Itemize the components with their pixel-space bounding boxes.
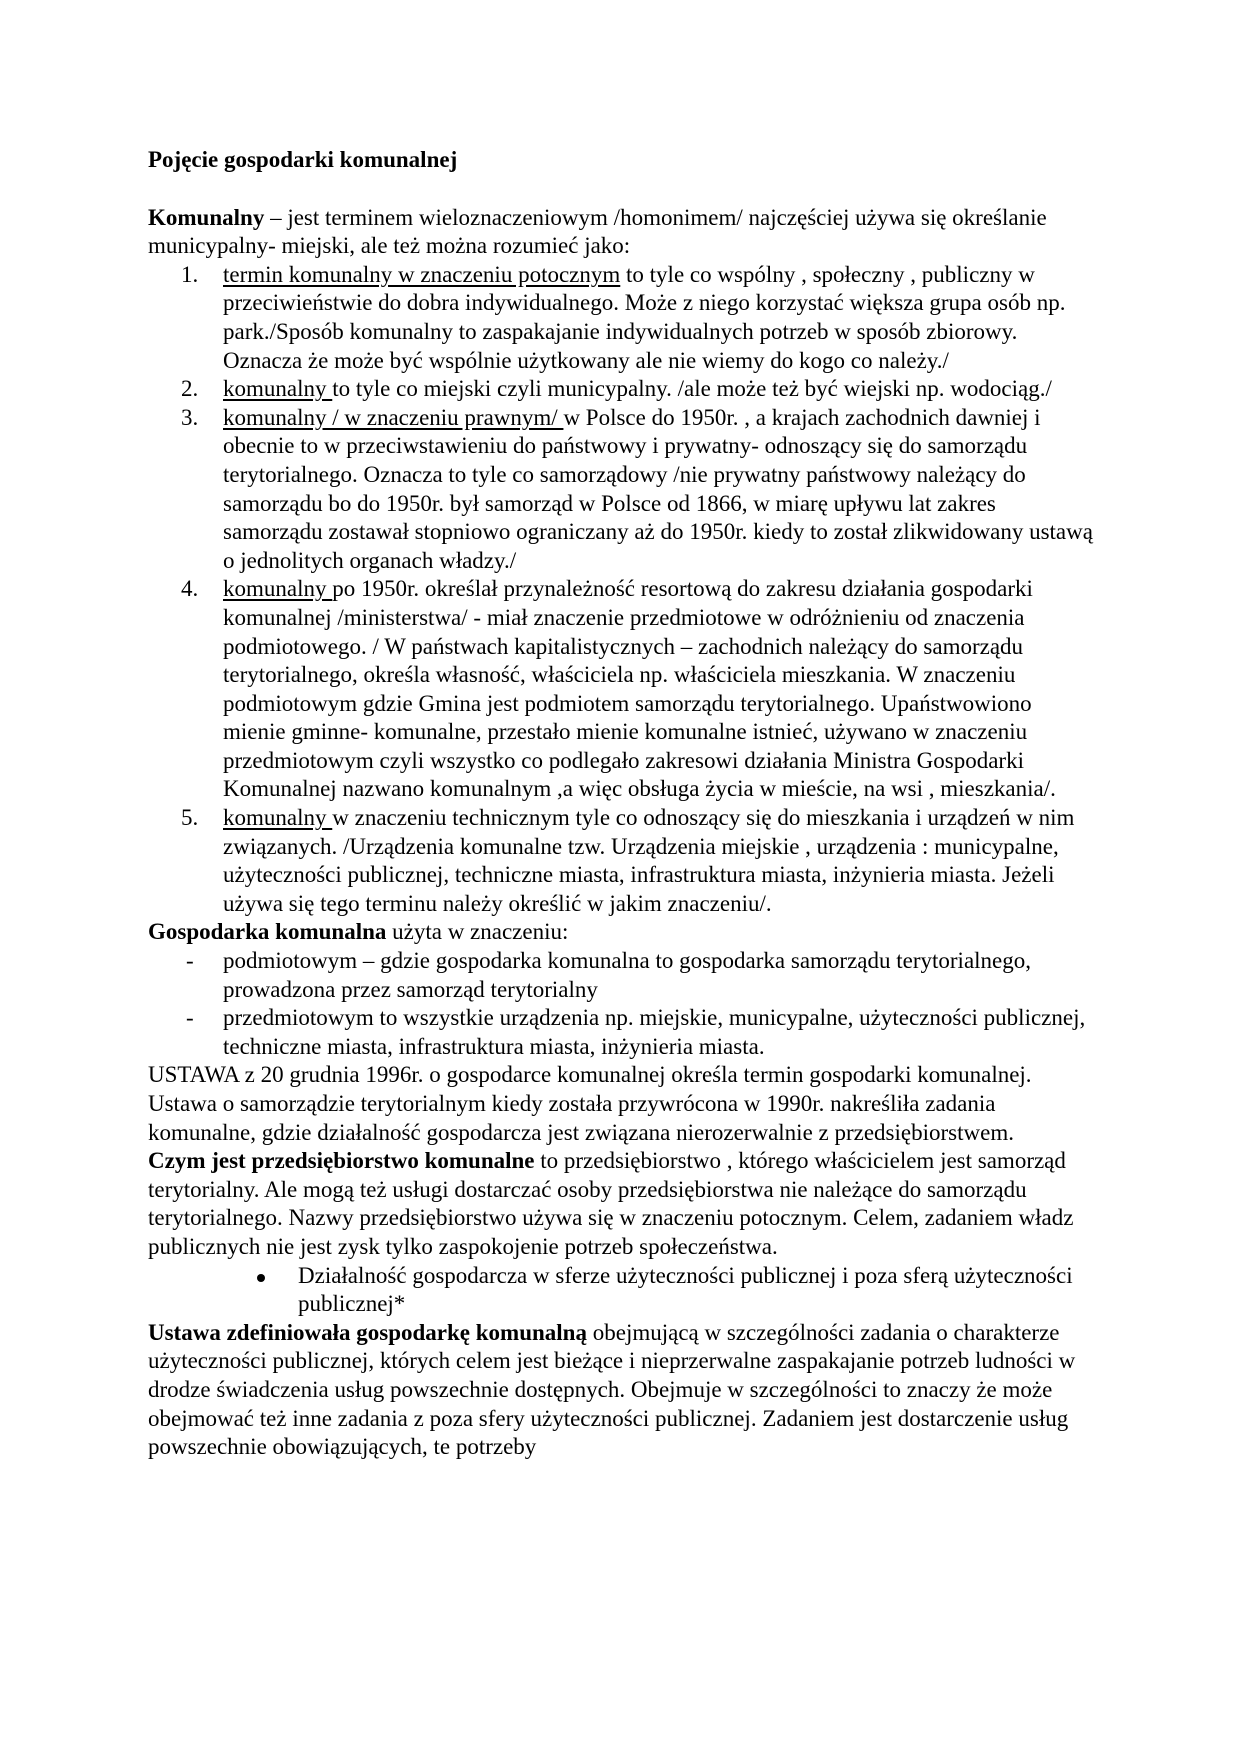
gospodarka-text: użyta w znaczeniu: [386,919,569,945]
bullet-item [148,1262,1093,1319]
list-number: 5. [181,805,199,831]
intro-paragraph [148,204,1093,261]
meaning-text: to tyle co wspólny , społeczny , publiczny w przeciwieństwie do dobra indywidualnego. Może z niego korzystać większa grupa osób np. park./Sposób komunalny to zaspakajanie indywidualnych potrzeb w sposób zbiorowy. Oznacza że może być wspólnie użytkowany ale nie wiemy do kogo co należy./ [223,261,1066,373]
gospodarka-paragraph [148,918,1093,947]
przedsiebiorstwo-term: Czym jest przedsiębiorstwo komunalne [148,1148,535,1174]
dash-marker: - [186,948,194,974]
bullet-list [148,1262,1093,1319]
gospodarka-term: Gospodarka komunalna [148,919,387,945]
meaning-term: komunalny [223,376,333,402]
dash-item-2 [148,1004,1093,1061]
ustawa-definition-text: obejmującą w szczególności zadania o charakterze użyteczności publicznej, których celem jest bieżące i nieprzerwalne zaspakajanie potrzeb ludności w drodze świadczenia usług powszechnie dostępnych. Obejmuje w szczególności to znaczy że może obejmować też inne zadania z poza sfery użyteczności publicznej. Zadaniem jest dostarczenie usług powszechnie obowiązujących, te potrzeby [148,1319,1076,1460]
intro-text: – jest terminem wieloznaczeniowym /homonimem/ najczęściej używa się określanie municypalny- miejski, ale też można rozumieć jako: [148,204,1047,259]
ustawa-paragraph: USTAWA z 20 grudnia 1996r. o gospodarce komunalnej określa termin gospodarki komunalnej. Ustawa o samorządzie terytorialnym kiedy została przywrócona w 1990r. nakreśliła zadania komunalne, gdzie działalność gospodarcza jest związana nierozerwalnie z przedsiębiorstwem. [148,1062,1032,1145]
meaning-text: po 1950r. określał przynależność resortową do zakresu działania gospodarki komunalnej /ministerstwa/ - miał znaczenie przedmiotowe w odróżnieniu od znaczenia podmiotowego. / W państwach kapitalistycznych – zachodnich należący do samorządu terytorialnego, określa własność, właściciela np. właściciela mieszkania. W znaczeniu podmiotowym gdzie Gmina jest podmiotem samorządu terytorialnego. Upaństwowiono mienie gminne- komunalne, przestało mienie komunalne istnieć, używano w znaczeniu przedmiotowym czyli wszystko co podlegało zakresowi działania Ministra Gospodarki Komunalnej nazwano komunalnym ,a więc obsługa życia w mieście, na wsi , mieszkania/. [223,576,1056,802]
bullet-item-text: Działalność gospodarcza w sferze użyteczności publicznej i poza sferą użyteczności publicznej* [298,1262,1073,1317]
meaning-item-5 [148,804,1093,918]
meaning-term: termin komunalny w znaczeniu potocznym [223,261,621,287]
bullet-dot-icon [257,1274,265,1282]
meaning-item-3 [148,404,1093,576]
dash-item-text: przedmiotowym to wszystkie urządzenia np. miejskie, municypalne, użyteczności publicznej, techniczne miasta, infrastruktura miasta, inżynieria miasta. [223,1005,1086,1059]
meaning-item-4 [148,575,1093,804]
page-title: Pojęcie gospodarki komunalnej [148,147,458,172]
meaning-item-2 [148,375,1093,404]
ustawa-definition-paragraph [148,1319,1093,1462]
meanings-list [148,261,1093,919]
dash-item-1 [148,947,1093,1004]
document-body [148,146,1093,1462]
dash-item-text: podmiotowym – gdzie gospodarka komunalna to gospodarka samorządu terytorialnego, prowadzona przez samorząd terytorialny [223,948,1031,1002]
list-number: 1. [181,261,199,287]
meaning-text: w Polsce do 1950r. , a krajach zachodnich dawniej i obecnie to w przeciwstawieniu do państwowy i prywatny- odnoszący się do samorządu terytorialnego. Oznacza to tyle co samorządowy /nie prywatny państwowy należący do samorządu bo do 1950r. był samorząd w Polsce od 1866, w miarę upływu lat zakres samorządu zostawał stopniowo ograniczany aż do 1950r. kiedy to został zlikwidowany ustawą o jednolitych organach władzy./ [223,404,1093,573]
dash-list [148,947,1093,1061]
list-number: 4. [181,576,199,602]
meaning-term: komunalny [223,576,333,602]
przedsiebiorstwo-text: to przedsiębiorstwo , którego właścicielem jest samorząd terytorialny. Ale mogą też usługi dostarczać osoby przedsiębiorstwa nie należące do samorządu terytorialnego. Nazwy przedsiębiorstwo używa się w znaczeniu potocznym. Celem, zadaniem władz publicznych nie jest zysk tylko zaspokojenie potrzeb społeczeństwa. [148,1148,1074,1259]
meaning-item-1 [148,261,1093,375]
meaning-term: komunalny / w znaczeniu prawnym/ [223,404,564,430]
meaning-text: to tyle co miejski czyli municypalny. /ale może też być wiejski np. wodociąg./ [332,376,1052,402]
intro-term: Komunalny [148,204,265,230]
list-number: 3. [181,404,199,430]
dash-marker: - [186,1005,194,1031]
meaning-term: komunalny [223,805,333,831]
meaning-text: w znaczeniu technicznym tyle co odnoszący się do mieszkania i urządzeń w nim związanych. /Urządzenia komunalne tzw. Urządzenia miejskie , urządzenia : municypalne, użyteczności publicznej, techniczne miasta, infrastruktura miasta, inżynieria miasta. Jeżeli używa się tego terminu należy określić w jakim znaczeniu/. [223,805,1075,916]
list-number: 2. [181,376,199,402]
przedsiebiorstwo-paragraph [148,1147,1093,1261]
ustawa-definition-term: Ustawa zdefiniowała gospodarkę komunalną [148,1319,587,1345]
